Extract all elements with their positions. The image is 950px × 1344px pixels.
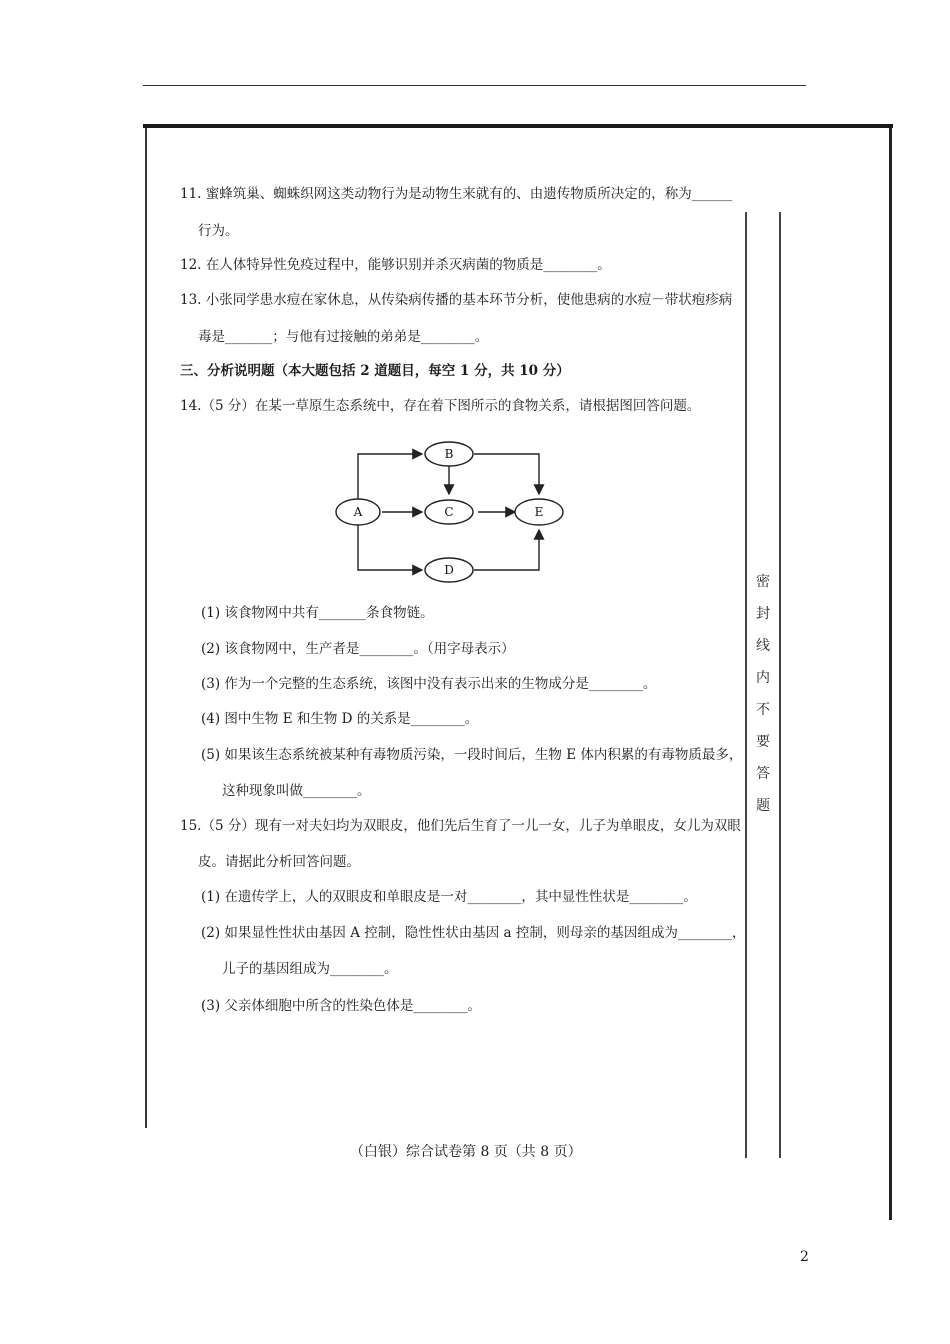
arrow-a-to-b	[358, 454, 422, 499]
arrow-a-to-d	[358, 525, 422, 570]
question-14-3: (3) 作为一个完整的生态系统，该图中没有表示出来的生物成分是________。	[201, 676, 657, 692]
node-e-label: E	[534, 505, 544, 519]
seal-char: 要	[756, 734, 770, 750]
question-15-2-line1: (2) 如果显性性状由基因 A 控制，隐性性状由基因 a 控制，则母亲的基因组成为________，	[201, 925, 746, 941]
seal-notice	[751, 566, 775, 822]
page-footer: （白银）综合试卷第 8 页（共 8 页）	[350, 1144, 582, 1160]
question-14-4: (4) 图中生物 E 和生物 D 的关系是________。	[201, 711, 479, 727]
food-web-diagram	[330, 436, 590, 586]
question-14-1: (1) 该食物网中共有_______条食物链。	[201, 605, 434, 621]
question-14-5-line1: (5) 如果该生态系统被某种有毒物质污染，一段时间后，生物 E 体内积累的有毒物质最多，	[201, 747, 743, 763]
seal-char: 题	[756, 798, 770, 814]
seal-char: 答	[756, 766, 770, 782]
section-3-heading: 三、分析说明题（本大题包括 2 道题目，每空 1 分，共 10 分）	[180, 363, 570, 379]
seal-line-left	[745, 212, 747, 1158]
frame-right-border	[889, 128, 892, 1220]
seal-char: 密	[756, 574, 770, 590]
node-c-label: C	[444, 505, 454, 519]
question-15-line2: 皮。请据此分析回答问题。	[198, 854, 360, 870]
node-d-label: D	[444, 563, 454, 577]
question-13-line2: 毒是_______；与他有过接触的弟弟是________。	[198, 329, 489, 345]
seal-char: 不	[756, 702, 770, 718]
page-number: 2	[800, 1249, 809, 1265]
node-b-label: B	[444, 447, 454, 461]
header-rule	[143, 85, 806, 86]
question-14-5-line2: 这种现象叫做________。	[222, 783, 371, 799]
arrow-d-to-e	[474, 530, 539, 570]
question-14-title: 14.（5 分）在某一草原生态系统中，存在着下图所示的食物关系，请根据图回答问题。	[180, 398, 701, 414]
seal-char: 封	[756, 606, 770, 622]
seal-char: 线	[756, 638, 770, 654]
question-13-line1: 13. 小张同学患水痘在家休息，从传染病传播的基本环节分析，使他患病的水痘－带状疱疹病	[180, 292, 733, 308]
node-a-label: A	[353, 505, 363, 519]
question-12: 12. 在人体特异性免疫过程中，能够识别并杀灭病菌的物质是________。	[180, 257, 611, 273]
question-15-3: (3) 父亲体细胞中所含的性染色体是________。	[201, 998, 481, 1014]
arrow-b-to-e	[474, 454, 539, 494]
seal-char: 内	[756, 670, 770, 686]
seal-line-right	[779, 212, 781, 1158]
question-15-2-line2: 儿子的基因组成为________。	[222, 961, 398, 977]
question-15-1: (1) 在遗传学上，人的双眼皮和单眼皮是一对________，其中显性性状是________。	[201, 889, 697, 905]
question-14-2: (2) 该食物网中，生产者是________。（用字母表示）	[201, 641, 515, 657]
question-11-line1: 11. 蜜蜂筑巢、蜘蛛织网这类动物行为是动物生来就有的、由遗传物质所决定的，称为______	[180, 186, 733, 202]
frame-left-border	[145, 128, 147, 1128]
frame-top-border	[143, 124, 893, 128]
question-11-line2: 行为。	[198, 223, 239, 239]
question-15-line1: 15.（5 分）现有一对夫妇均为双眼皮，他们先后生育了一儿一女，儿子为单眼皮，女儿为双眼	[180, 818, 741, 834]
